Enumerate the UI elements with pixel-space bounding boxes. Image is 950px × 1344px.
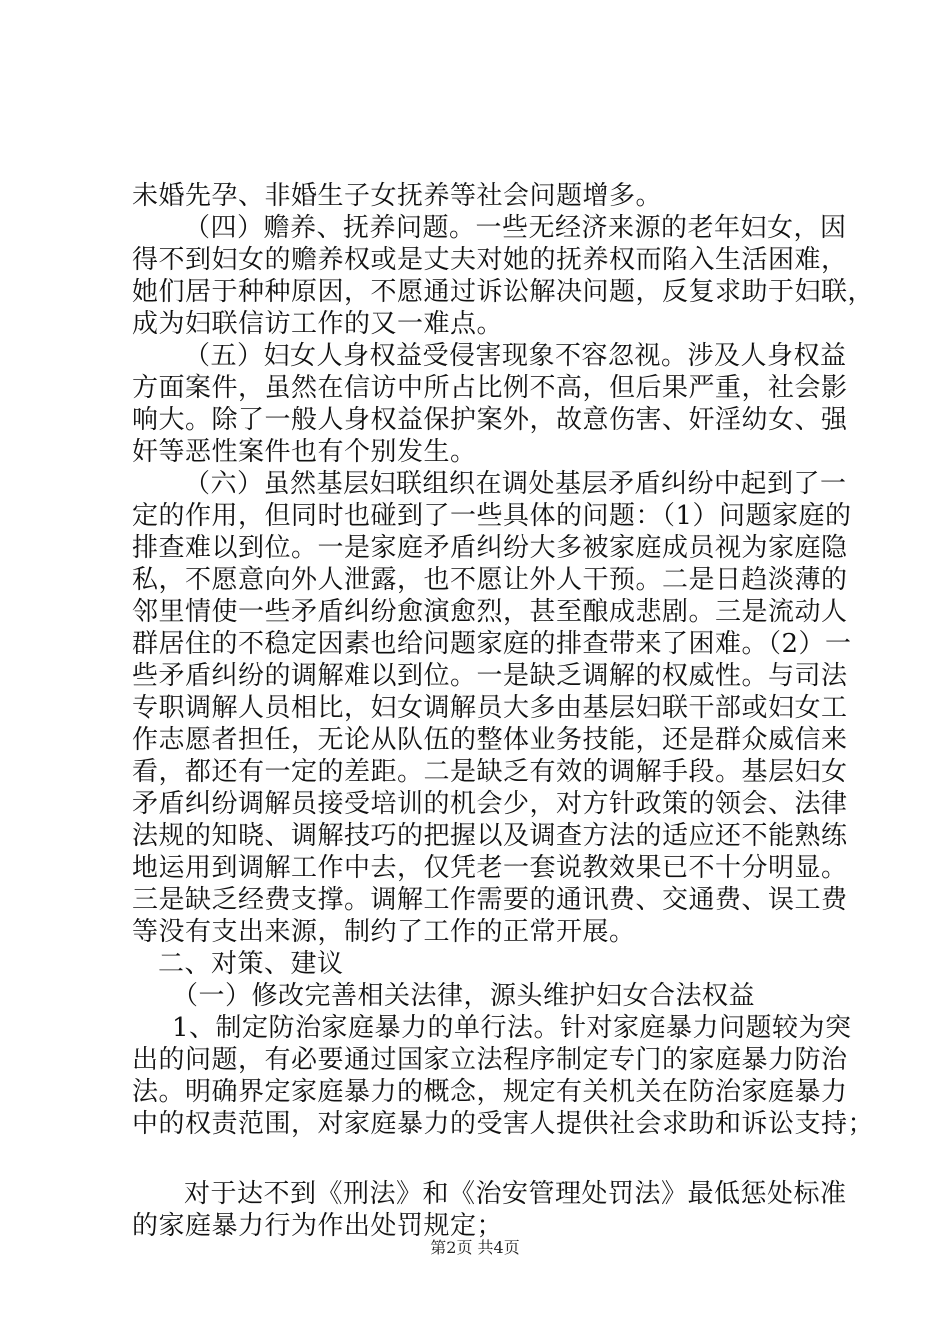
text-line: 专职调解人员相比，妇女调解员大多由基层妇联干部或妇女工 — [132, 693, 848, 723]
text-line: 些矛盾纠纷的调解难以到位。一是缺乏调解的权威性。与司法 — [132, 661, 848, 691]
text-line: 法规的知晓、调解技巧的把握以及调查方法的适应还不能熟练 — [132, 821, 848, 851]
page-number-footer: 第2页 共4页 — [430, 1238, 520, 1257]
text-line: （四）赡养、抚养问题。一些无经济来源的老年妇女，因 — [184, 213, 847, 243]
text-line: 奸等恶性案件也有个别发生。 — [132, 437, 477, 467]
text-line: 地运用到调解工作中去，仅凭老一套说教效果已不十分明显。 — [132, 853, 848, 883]
text-line: 排查难以到位。一是家庭矛盾纠纷大多被家庭成员视为家庭隐 — [132, 533, 848, 563]
text-line: 得不到妇女的赡养权或是丈夫对她的抚养权而陷入生活困难， — [132, 245, 848, 275]
text-line: 成为妇联信访工作的又一难点。 — [132, 309, 504, 339]
text-line: 的家庭暴力行为作出处罚规定； — [132, 1211, 504, 1241]
text-line: 定的作用，但同时也碰到了一些具体的问题：（1）问题家庭的 — [132, 501, 852, 531]
text-line: 矛盾纠纷调解员接受培训的机会少，对方针政策的领会、法律 — [132, 789, 848, 819]
text-line: 未婚先孕、非婚生子女抚养等社会问题增多。 — [132, 181, 663, 211]
text-line: 作志愿者担任，无论从队伍的整体业务技能，还是群众威信来 — [132, 725, 848, 755]
text-line: 邻里情使一些矛盾纠纷愈演愈烈，甚至酿成悲剧。三是流动人 — [132, 597, 848, 627]
section-heading: 二、对策、建议 — [158, 949, 344, 979]
text-line: 等没有支出来源，制约了工作的正常开展。 — [132, 917, 636, 947]
text-line: 出的问题，有必要通过国家立法程序制定专门的家庭暴力防治 — [132, 1045, 848, 1075]
text-line: 群居住的不稳定因素也给问题家庭的排查带来了困难。（2）一 — [132, 629, 852, 659]
text-line: （五）妇女人身权益受侵害现象不容忽视。涉及人身权益 — [184, 341, 847, 371]
subsection-heading: （一）修改完善相关法律，源头维护妇女合法权益 — [172, 981, 756, 1011]
text-line: 1、制定防治家庭暴力的单行法。针对家庭暴力问题较为突 — [172, 1013, 852, 1043]
text-line: 中的权责范围，对家庭暴力的受害人提供社会求助和诉讼支持； — [132, 1109, 875, 1139]
text-line: 看，都还有一定的差距。二是缺乏有效的调解手段。基层妇女 — [132, 757, 848, 787]
text-line: 三是缺乏经费支撑。调解工作需要的通讯费、交通费、误工费 — [132, 885, 848, 915]
text-line: 方面案件，虽然在信访中所占比例不高，但后果严重，社会影 — [132, 373, 848, 403]
text-line: （六）虽然基层妇联组织在调处基层矛盾纠纷中起到了一 — [184, 469, 847, 499]
text-line: 响大。除了一般人身权益保护案外，故意伤害、奸淫幼女、强 — [132, 405, 848, 435]
text-line: 对于达不到《刑法》和《治安管理处罚法》最低惩处标准 — [184, 1179, 847, 1209]
text-line: 私，不愿意向外人泄露，也不愿让外人干预。二是日趋淡薄的 — [132, 565, 848, 595]
text-line: 法。明确界定家庭暴力的概念，规定有关机关在防治家庭暴力 — [132, 1077, 848, 1107]
text-line: 她们居于种种原因，不愿通过诉讼解决问题，反复求助于妇联， — [132, 277, 875, 307]
